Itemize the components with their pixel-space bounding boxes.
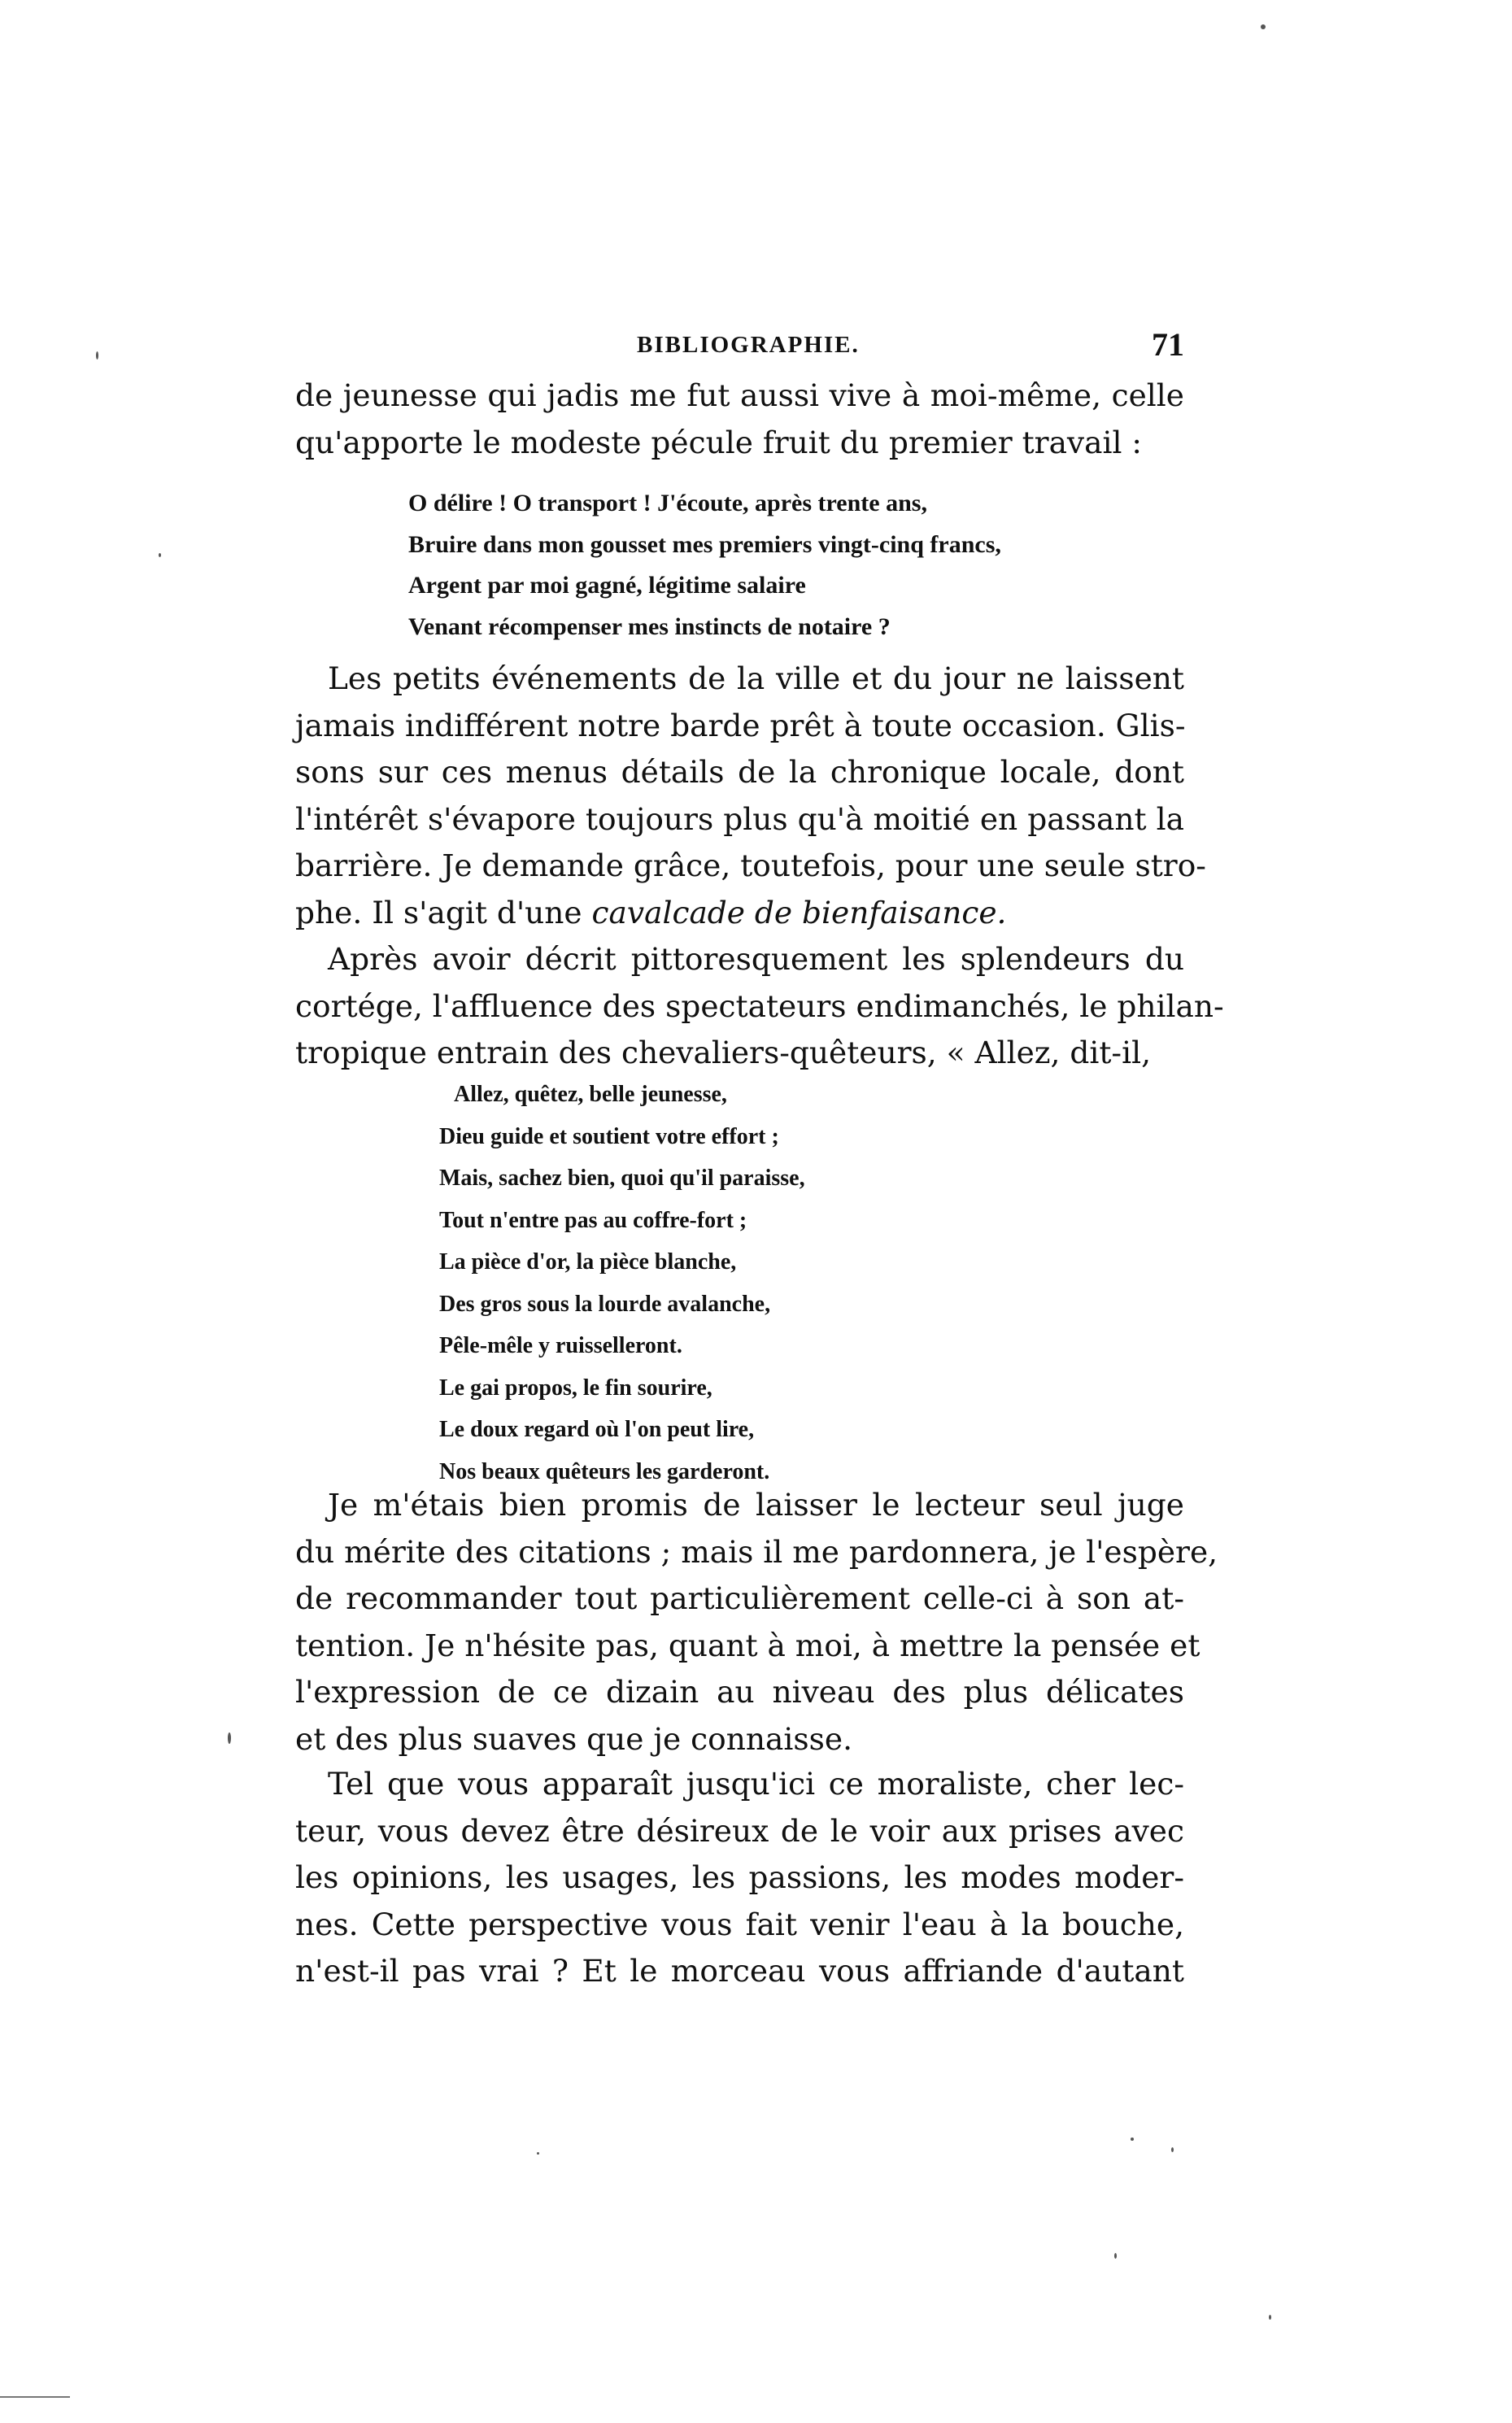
verse-quotation-dizain [439, 1074, 805, 1493]
scan-speck [228, 1732, 231, 1744]
running-title: BIBLIOGRAPHIE. [637, 332, 860, 358]
text-run: phe. Il s'agit d'une [295, 894, 592, 930]
verse-line: O délire ! O transport ! J'écoute, après trente ans, [408, 490, 927, 516]
paragraph-continuation [295, 373, 1184, 466]
text-line: Je m'étais bien promis de laisser le lecteur seul juge [328, 1487, 1184, 1523]
verse-line: Argent par moi gagné, légitime salaire [408, 572, 806, 599]
text-line: tention. Je n'hésite pas, quant à moi, à mettre la pensée et [295, 1627, 1200, 1663]
verse-line: Dieu guide et soutient votre effort ; [439, 1123, 779, 1149]
verse-line: Bruire dans mon gousset mes premiers vingt-cinq francs, [408, 530, 1001, 558]
page-header [295, 325, 1184, 374]
verse-line: Mais, sachez bien, quoi qu'il paraisse, [439, 1166, 805, 1191]
text-line: n'est-il pas vrai ? Et le morceau vous affriande d'autant [295, 1953, 1184, 1989]
paragraph-events [295, 656, 1206, 936]
verse-line: Pêle-mêle y ruisselleront. [439, 1333, 682, 1358]
verse-line: Des gros sous la lourde avalanche, [439, 1291, 771, 1317]
text-line: les opinions, les usages, les passions, les modes moder- [295, 1859, 1184, 1895]
text-line: tropique entrain des chevaliers-quêteurs, « Allez, dit-il, [295, 1035, 1152, 1070]
scan-speck [96, 351, 98, 360]
paragraph-citations [295, 1482, 1218, 1763]
text-line: du mérite des citations ; mais il me pardonnera, je l'espère, [295, 1533, 1218, 1570]
page-number: 71 [1152, 326, 1184, 363]
text-line: de jeunesse qui jadis me fut aussi vive à moi-même, celle [295, 377, 1184, 413]
verse-line: Le doux regard où l'on peut lire, [439, 1417, 755, 1442]
scan-speck [537, 2152, 539, 2155]
text-line: Les petits événements de la ville et du jour ne laissent [328, 660, 1184, 696]
text-line: qu'apporte le modeste pécule fruit du premier travail : [295, 424, 1143, 460]
scan-speck [1261, 24, 1266, 29]
text-line: et des plus suaves que je connaisse. [295, 1720, 852, 1757]
verse-line: Nos beaux quêteurs les garderont. [439, 1458, 770, 1484]
verse-line: Venant récompenser mes instincts de notaire ? [408, 612, 891, 640]
scan-speck [1114, 2253, 1117, 2259]
text-line: nes. Cette perspective vous fait venir l'eau à la bouche, [295, 1906, 1184, 1942]
scan-speck [1171, 2147, 1174, 2152]
text-line: de recommander tout particulièrement celle-ci à son at- [295, 1580, 1184, 1616]
text-line: l'expression de ce dizain au niveau des plus délicates [295, 1674, 1184, 1710]
text-line: teur, vous devez être désireux de le voir aux prises avec [295, 1812, 1184, 1849]
scan-speck [1269, 2315, 1271, 2320]
text-line: barrière. Je demande grâce, toutefois, pour une seule stro- [295, 848, 1206, 883]
italic-title: cavalcade de bienfaisance. [591, 894, 1007, 930]
paragraph-moralist [295, 1761, 1184, 1995]
scan-speck [159, 553, 161, 557]
verse-line: Allez, quêtez, belle jeunesse, [454, 1082, 727, 1107]
verse-line: La pièce d'or, la pièce blanche, [439, 1249, 737, 1275]
scan-edge-line [0, 2396, 70, 2398]
text-line: sons sur ces menus détails de la chronique locale, dont [295, 754, 1184, 790]
verse-line: Tout n'entre pas au coffre-fort ; [439, 1207, 747, 1233]
text-line: jamais indifférent notre barde prêt à toute occasion. Glis- [295, 707, 1186, 743]
verse-quotation-1 [408, 483, 1001, 647]
verse-line: Le gai propos, le fin sourire, [439, 1375, 712, 1401]
text-line: l'intérêt s'évapore toujours plus qu'à moitié en passant la [295, 800, 1184, 837]
text-line: Après avoir décrit pittoresquement les splendeurs du [328, 941, 1184, 977]
text-line: Tel que vous apparaît jusqu'ici ce moraliste, cher lec- [328, 1766, 1184, 1802]
paragraph-cavalcade [295, 936, 1224, 1077]
text-line [295, 890, 1184, 937]
scan-speck [1131, 2138, 1134, 2141]
text-line: cortége, l'affluence des spectateurs endimanchés, le philan- [295, 987, 1224, 1024]
